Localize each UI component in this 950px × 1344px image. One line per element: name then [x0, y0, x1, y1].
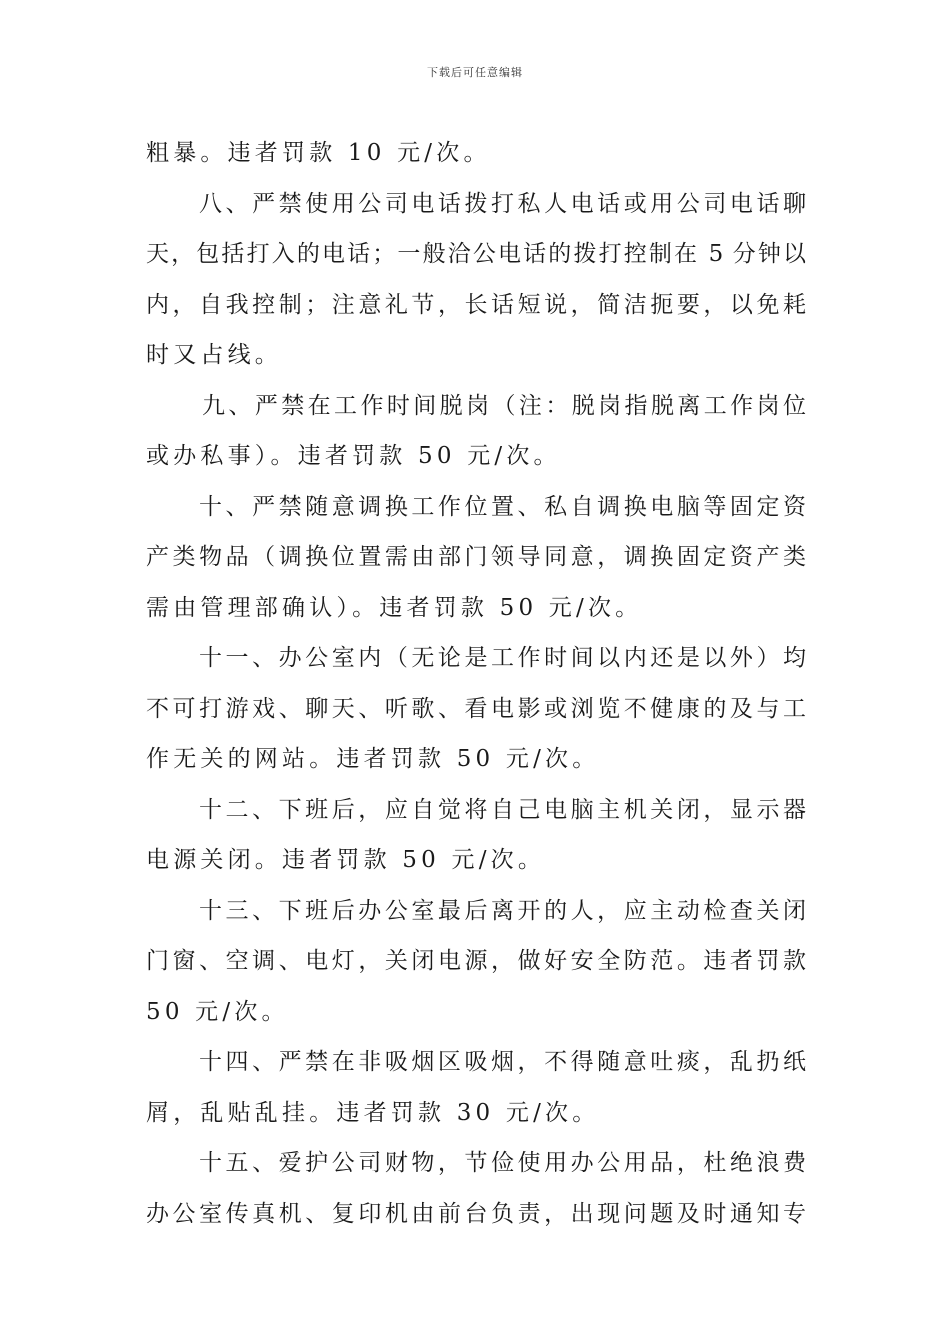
text-line: 需由管理部确认）。违者罚款 50 元/次。: [146, 594, 643, 621]
text-line: 产类物品（调换位置需由部门领导同意，调换固定资产类: [146, 544, 806, 570]
paragraph-start-line: 九、严禁在工作时间脱岗（注：脱岗指脱离工作岗位: [202, 392, 806, 419]
paragraph-start-line: 八、严禁使用公司电话拨打私人电话或用公司电话聊: [199, 190, 806, 217]
paragraph-start-line: 十、严禁随意调换工作位置、私自调换电脑等固定资: [199, 493, 806, 520]
paragraph-start-line: 十三、下班后办公室最后离开的人，应主动检查关闭: [199, 897, 806, 924]
text-line: 门窗、空调、电灯，关闭电源，做好安全防范。违者罚款: [146, 948, 806, 974]
page-header: 下载后可任意编辑: [427, 66, 523, 79]
text-line: 屑，乱贴乱挂。违者罚款 30 元/次。: [146, 1099, 600, 1126]
text-line: 电源关闭。违者罚款 50 元/次。: [146, 847, 546, 873]
document-body: [146, 128, 806, 1239]
text-line: 天，包括打入的电话；一般洽公电话的拨打控制在 5 分钟以: [146, 241, 806, 267]
text-line: 不可打游戏、聊天、听歌、看电影或浏览不健康的及与工: [146, 695, 806, 722]
paragraph-start-line: 十二、下班后，应自觉将自己电脑主机关闭，显示器: [199, 796, 806, 823]
text-line: 办公室传真机、复印机由前台负责，出现问题及时通知专: [146, 1200, 806, 1227]
text-line: 或办私事）。违者罚款 50 元/次。: [146, 443, 561, 469]
paragraph-start-line: 十一、办公室内（无论是工作时间以内还是以外）均: [199, 645, 806, 671]
text-line: 50 元/次。: [146, 998, 289, 1025]
paragraph-start-line: 十四、严禁在非吸烟区吸烟，不得随意吐痰，乱扔纸: [199, 1049, 806, 1075]
text-line: 时又占线。: [146, 342, 282, 368]
text-line: 内，自我控制；注意礼节，长话短说，简洁扼要，以免耗: [146, 291, 806, 318]
text-line: 作无关的网站。违者罚款 50 元/次。: [146, 746, 600, 772]
paragraph-start-line: 十五、爱护公司财物，节俭使用办公用品，杜绝浪费: [199, 1150, 806, 1176]
text-line: 粗暴。违者罚款 10 元/次。: [146, 140, 491, 166]
